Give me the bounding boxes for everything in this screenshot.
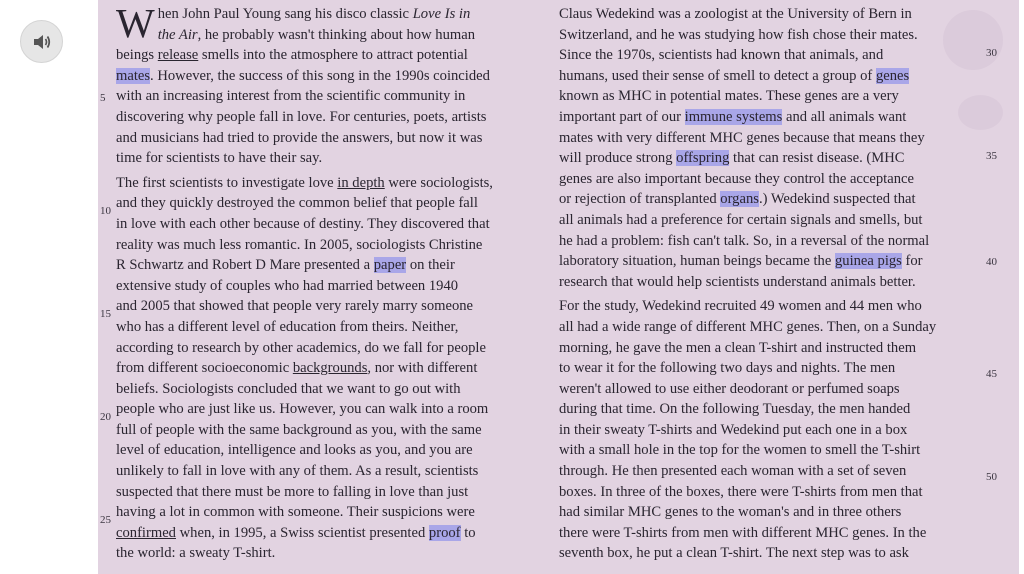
line-number: 45 <box>986 368 997 380</box>
vocab-word-confirmed[interactable]: confirmed <box>116 524 176 541</box>
line-number: 25 <box>100 514 111 526</box>
vocab-word-release[interactable]: release <box>157 47 199 64</box>
paragraph: For the study, Wedekind recruited 49 women and 44 men who all had a wide range of different MHC genes. Then, on a Sunday morning, he gave the men a clean T-shirt and instructed them to wear it for the following two days and nights. The men weren't allowed to use either deodorant or perfumed soaps during that time. On the following Tuesday, the men handed in their sweaty T-shirts and Wedekind put each one in a box with a small hole in the top for the women to smell the T-shirt through. He then presented each woman with a set of seven boxes. In three of the boxes, there were T-shirts from men that had similar MHC genes to the woman's and in three others there were T-shirts from men with different MHC genes. In the seventh box, he put a clean T-shirt. The next step was to ask <box>559 298 937 562</box>
line-number: 5 <box>100 92 106 104</box>
paragraph: W hen John Paul Young sang his disco classic Love Is in the Air, he probably wasn't thinking about how human beings release smells into the atmosphere to attract potential mates. However, the success of this song in the 1990s coincided with an increasing interest from the scientific community in discovering why people fall in love. For centuries, poets, artists and musicians had tried to provide the answers, but now it was time for scientists to have their say. <box>116 0 490 167</box>
vocab-word-offspring[interactable]: offspring <box>676 150 730 167</box>
audio-play-button[interactable] <box>20 20 63 63</box>
line-number: 50 <box>986 471 997 483</box>
line-number: 20 <box>100 411 111 423</box>
vocab-word-guinea-pigs[interactable]: guinea pigs <box>834 253 902 270</box>
line-number: 40 <box>986 256 997 268</box>
vocab-word-backgrounds[interactable]: backgrounds <box>292 360 368 377</box>
line-number: 15 <box>100 308 111 320</box>
paragraph: Claus Wedekind was a zoologist at the University of Bern in Switzerland, and he was studying how fish chose their mates. Since the 1970s, scientists had known that animals, and humans, used their sense of smell to detect a group of genes known as MHC in potential mates. These genes are a very important part of our immune systems and all animals want mates with very different MHC genes because that means they will produce strong offspring that can resist disease. (MHC genes are also important because they control the acceptance or rejection of transplanted organs.) Wedekind suspected that all animals had a preference for certain signals and smells, but he had a problem: fish can't talk. So, in a reversal of the normal laboratory situation, human beings became the guinea pigs for research that would help scientists understand animals better. <box>559 6 930 290</box>
line-number: 30 <box>986 47 997 59</box>
left-text-column <box>116 0 546 568</box>
vocab-word-genes[interactable]: genes <box>875 67 910 84</box>
right-text-column <box>559 4 979 568</box>
vocab-word-mates[interactable]: mates <box>116 67 151 84</box>
drop-cap: W <box>116 0 155 46</box>
vocab-word-immune-systems[interactable]: immune systems <box>684 108 783 125</box>
paragraph: The first scientists to investigate love in depth were sociologists, and they quickly destroyed the common belief that people fall in love with each other because of destiny. They discovered that reality was much less romantic. In 2005, sociologists Christine R Schwartz and Robert D Mare presented a paper on their extensive study of couples who had married between 1940 and 2005 that showed that people very rarely marry someone who has a different level of education from theirs. Neither, according to research by other academics, do we fall for people from different socioeconomic backgrounds, nor with different beliefs. Sociologists concluded that we want to go out with people who are just like us. However, you can walk into a room full of people with the same background as you, with the same level of education, intelligence and looks as you, and you are unlikely to fall in love with any of them. As a result, scientists suspected that there must be more to falling in love than just having a lot in common with someone. Their suspicions were confirmed when, in 1995, a Swiss scientist presented proof to the world: a sweaty T-shirt. <box>116 174 493 562</box>
song-title: Love Is in <box>412 6 471 22</box>
vocab-word-paper[interactable]: paper <box>373 257 407 274</box>
vocab-word-proof[interactable]: proof <box>428 524 461 541</box>
speaker-icon <box>32 33 52 51</box>
vocab-word-organs[interactable]: organs <box>720 191 759 208</box>
line-number: 35 <box>986 150 997 162</box>
vocab-word-in-depth[interactable]: in depth <box>337 174 385 191</box>
song-title: the Air <box>157 26 198 43</box>
line-number: 10 <box>100 205 111 217</box>
